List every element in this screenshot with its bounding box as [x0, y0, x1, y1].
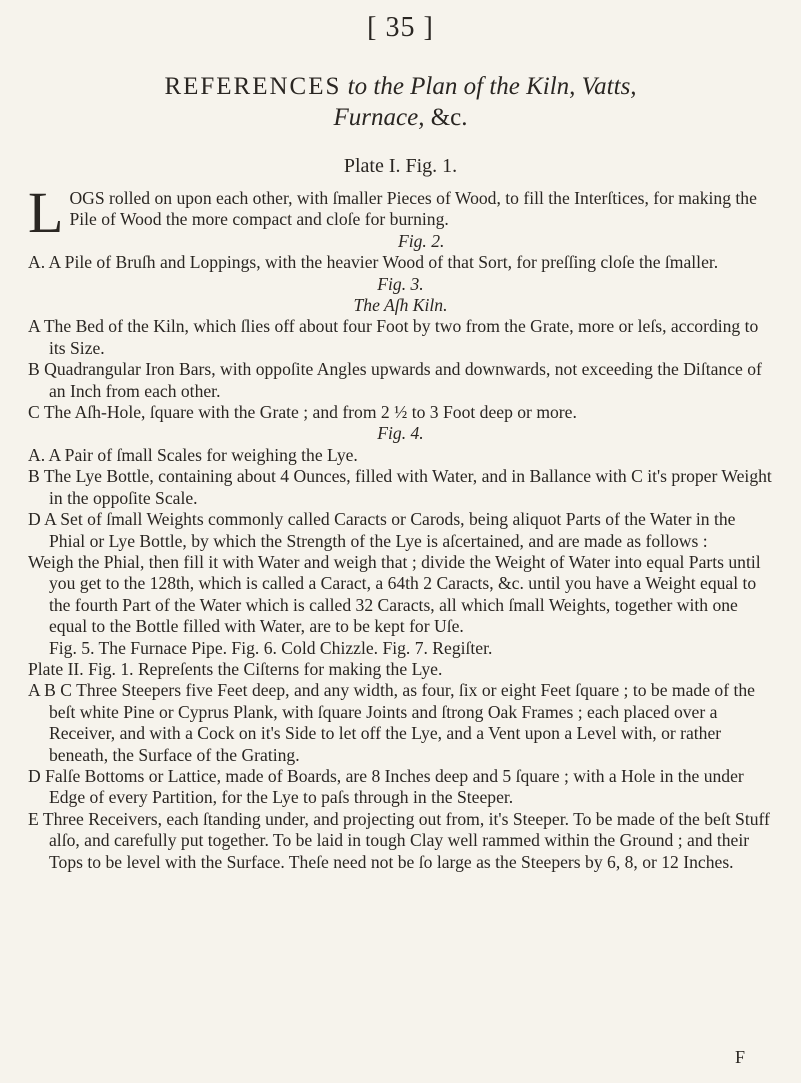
- fig2-item-a: A. A Pile of Bruſh and Loppings, with the heavier Wood of that Sort, for preſſing cloſe the ſmaller.: [28, 252, 719, 273]
- fig3-subheading: The Aſh Kiln.: [353, 295, 448, 316]
- page-title: [0, 73, 801, 101]
- fig1-text: OGS rolled on upon each other, with ſmaller Pieces of Wood, to fill the Interſtices, for making the Pile of Wood the more compact and cloſe for burning.: [69, 188, 757, 230]
- weigh-paragraph: Weigh the Phial, then fill it with Water and weigh that ; divide the Weight of Water into equal Parts until you get to the 128th, which is called a Caract, a 64th 2 Caracts, &c. until you have a Weight equal to the fourth Part of the Water which is called 32 Caracts, all which ſmall Weights, together with one equal to the Bottle filled with Water, are to be kept for Uſe.: [28, 551, 761, 637]
- fig3-item-a: A The Bed of the Kiln, which ſlies off about four Foot by two from the Grate, more or leſs, according to its Size.: [28, 316, 759, 358]
- subtitle-italic: Furnace,: [333, 104, 425, 131]
- title-italic: to the Plan of the Kiln, Vatts,: [347, 73, 637, 100]
- title-caps: REFERENCES: [164, 73, 342, 100]
- subtitle-rest: &c.: [430, 104, 468, 131]
- fig3-item-b: B Quadrangular Iron Bars, with oppoſite Angles upwards and downwards, not exceeding the Diſtance of an Inch from each other.: [28, 359, 762, 401]
- fig4-item-d: D A Set of ſmall Weights commonly called Caracts or Carods, being aliquot Parts of the Water in the Phial or Lye Bottle, by which the Strength of the Lye is aſcertained, and are made as follows :: [28, 509, 736, 551]
- page-number: [ 35 ]: [367, 12, 434, 43]
- page-subtitle: [0, 104, 801, 132]
- fig4-item-b: B The Lye Bottle, containing about 4 Ounces, filled with Water, and in Ballance with C it's proper Weight in the oppoſite Scale.: [28, 466, 772, 508]
- drop-cap: L: [28, 180, 64, 245]
- plate2-item-e: E Three Receivers, each ſtanding under, and projecting out from, it's Steeper. To be made of the beſt Stuff alſo, and carefully put together. To be laid in tough Clay well rammed within the Ground ; and their Tops to be level with the Surface. Theſe need not be ſo large as the Steepers by 6, 8, or 12 Inches.: [28, 808, 770, 872]
- fig3-heading: Fig. 3.: [377, 273, 424, 294]
- fig3-item-c: C The Aſh-Hole, ſquare with the Grate ; and from 2 ½ to 3 Foot deep or more.: [28, 402, 577, 423]
- fig4-heading: Fig. 4.: [377, 423, 424, 444]
- catchword: F: [734, 1047, 745, 1067]
- page-body: [28, 180, 773, 873]
- fig2-heading: Fig. 2.: [398, 230, 445, 251]
- fig5-7-line: Fig. 5. The Furnace Pipe. Fig. 6. Cold Chizzle. Fig. 7. Regiſter.: [49, 637, 493, 658]
- plate2-item-abc: A B C Three Steepers five Feet deep, and any width, as four, ſix or eight Feet ſquare ; to be made of the beſt white Pine or Cyprus Plank, with ſquare Joints and ſtrong Oak Frames ; each placed over a Receiver, and with a Cock on it's Side to let off the Lye, and a Vent upon a Level with, or rather beneath, the Surface of the Grating.: [28, 680, 755, 765]
- plate2-item-d: D Falſe Bottoms or Lattice, made of Boards, are 8 Inches deep and 5 ſquare ; with a Hole in the under Edge of every Partition, for the Lye to paſs through in the Steeper.: [28, 765, 744, 808]
- plate2-heading: Plate II. Fig. 1. Repreſents the Ciſterns for making the Lye.: [28, 658, 443, 679]
- plate-1-heading: Plate I. Fig. 1.: [343, 155, 458, 177]
- fig4-item-a: A. A Pair of ſmall Scales for weighing the Lye.: [28, 444, 358, 465]
